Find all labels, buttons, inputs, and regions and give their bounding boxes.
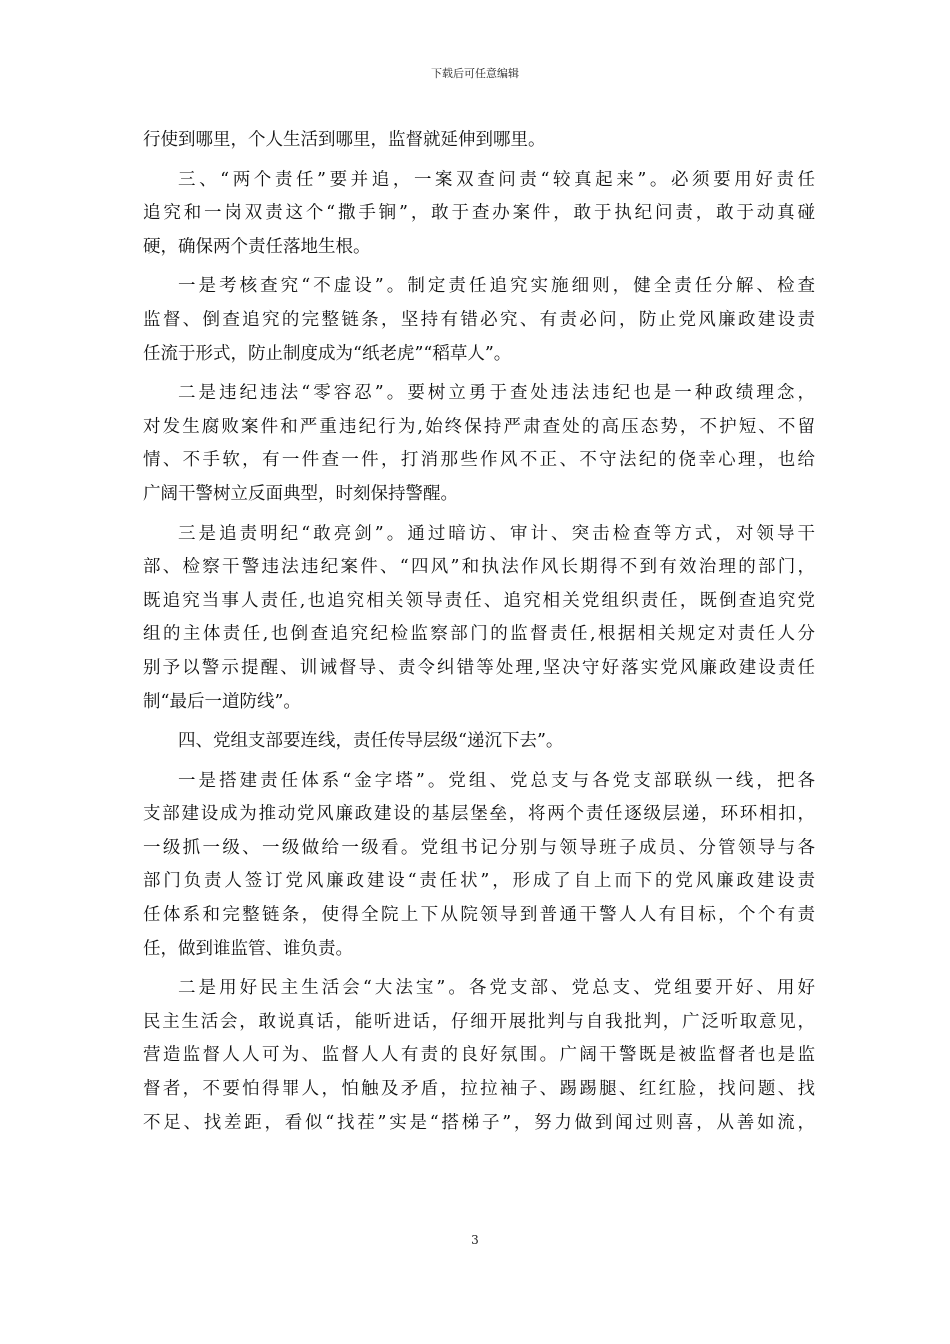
text-line: 制“最后一道防线”。 <box>143 691 301 712</box>
text-line: 督者，不要怕得罪人，怕触及矛盾，拉拉袖子、踢踢腿、红红脸，找问题、找 <box>143 1079 815 1100</box>
text-line: 行使到哪里，个人生活到哪里，监督就延伸到哪里。 <box>143 130 546 150</box>
text-line: 任流于形式，防止制度成为“纸老虎”“稻草人”。 <box>143 343 512 364</box>
page-number: 3 <box>471 1233 479 1247</box>
text-line: 部、检察干警违法违纪案件、“四风”和执法作风长期得不到有效治理的部门， <box>143 557 815 578</box>
text-line: 支部建设成为推动党风廉政建设的基层堡垒，将两个责任逐级层递，环环相扣， <box>143 804 815 825</box>
text-line: 一是搭建责任体系“金字塔”。党组、党总支与各党支部联纵一线，把各 <box>178 770 815 791</box>
page-header: 下载后可任意编辑 <box>431 67 519 80</box>
paragraph <box>143 972 815 1140</box>
paragraph <box>143 765 815 967</box>
text-line: 一是考核查究“不虚设”。制定责任追究实施细则，健全责任分解、检查 <box>178 276 815 297</box>
text-line: 二是违纪违法“零容忍”。要树立勇于查处违法违纪也是一种政绩理念， <box>178 383 815 404</box>
paragraph <box>143 518 815 720</box>
text-line: 三是追责明纪“敢亮剑”。通过暗访、审计、突击检查等方式，对领导干 <box>178 523 815 544</box>
text-line: 追究和一岗双责这个“撒手锏”，敢于查办案件，敢于执纪问责，敢于动真碰 <box>143 203 815 224</box>
text-line: 既追究当事人责任,也追究相关领导责任、追究相关党组织责任，既倒查追究党 <box>143 590 815 611</box>
text-line: 一级抓一级、一级做给一级看。党组书记分别与领导班子成员、分管领导与各 <box>143 837 815 858</box>
paragraph <box>143 725 815 759</box>
text-line: 不足、找差距，看似“找茬”实是“搭梯子”，努力做到闻过则喜，从善如流， <box>143 1112 815 1133</box>
text-line: 二是用好民主生活会“大法宝”。各党支部、党总支、党组要开好、用好 <box>178 978 815 999</box>
text-line: 民主生活会，敢说真话，能听进话，仔细开展批判与自我批判，广泛听取意见， <box>143 1011 815 1032</box>
text-line: 部门负责人签订党风廉政建设“责任状”，形成了自上而下的党风廉政建设责 <box>143 871 815 892</box>
text-line: 情、不手软，有一件查一件，打消那些作风不正、不守法纪的侥幸心理，也给 <box>143 450 815 471</box>
document-body <box>143 124 815 1140</box>
text-line: 四、党组支部要连线，责任传导层级“递沉下去”。 <box>178 731 564 752</box>
text-line: 硬，确保两个责任落地生根。 <box>143 236 371 257</box>
text-line: 广阔干警树立反面典型，时刻保持警醒。 <box>143 483 458 504</box>
paragraph <box>143 164 815 265</box>
text-line: 监督、倒查追究的完整链条，坚持有错必究、有责必问，防止党风廉政建设责 <box>143 309 815 330</box>
text-line: 任体系和完整链条，使得全院上下从院领导到普通干警人人有目标，个个有责 <box>143 905 815 926</box>
paragraph <box>143 124 815 158</box>
paragraph <box>143 270 815 371</box>
paragraph <box>143 377 815 511</box>
text-line: 三、“两个责任”要并追，一案双查问责“较真起来”。必须要用好责任 <box>178 169 815 190</box>
text-line: 营造监督人人可为、监督人人有责的良好氛围。广阔干警既是被监督者也是监 <box>143 1045 815 1066</box>
text-line: 组的主体责任,也倒查追究纪检监察部门的监督责任,根据相关规定对责任人分 <box>143 624 815 645</box>
text-line: 别予以警示提醒、训诫督导、责令纠错等处理,坚决守好落实党风廉政建设责任 <box>143 657 815 678</box>
text-line: 对发生腐败案件和严重违纪行为,始终保持严肃查处的高压态势，不护短、不留 <box>143 416 815 437</box>
text-line: 任，做到谁监管、谁负责。 <box>143 938 353 959</box>
